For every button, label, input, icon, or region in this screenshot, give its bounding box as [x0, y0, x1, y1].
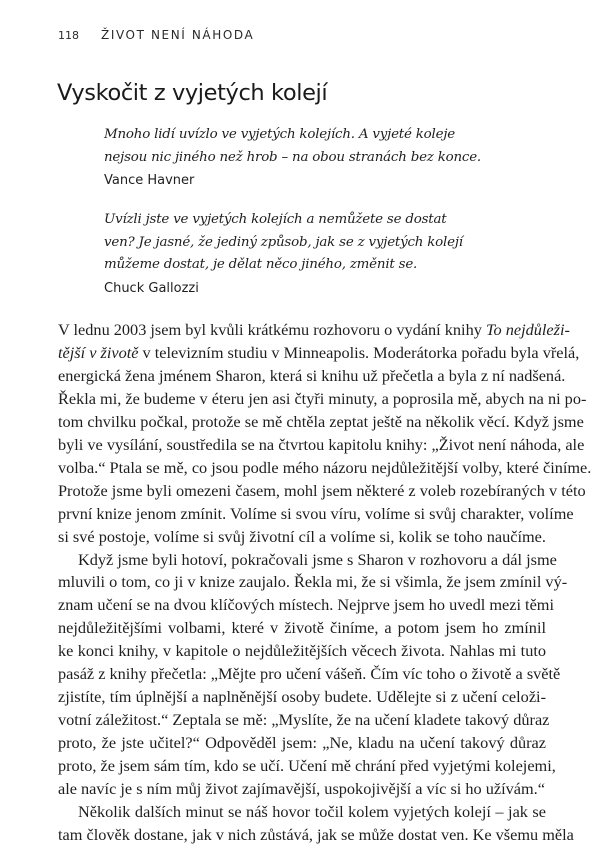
text-line: Protože jsme byli omezeni časem, mohl jsem některé z voleb rozebíraných v této — [58, 480, 586, 500]
text-line: proto, že jsem sám tím, kdo se učí. Učení mě chrání před vyjetými kolejemi, — [58, 756, 556, 776]
text-line — [58, 342, 580, 365]
text-line — [58, 319, 570, 342]
text-run: V lednu 2003 jsem byl kvůli krátkému rozhovoru o vydání knihy — [58, 320, 486, 339]
text-line: Několik dalších minut se náš hovor točil kolem vyjetých kolejí – jak se — [78, 802, 546, 822]
book-title-italic: To nejdůleži- — [485, 320, 570, 339]
page-number: 118 — [58, 29, 79, 42]
text-line: pasáž z knihy přečetla: „Mějte pro učení vášeň. Čím víc toho o životě a světě — [58, 664, 561, 684]
text-line: energická žena jménem Sharon, která si knihu už přečetla a byla z ní nadšená. — [58, 365, 566, 385]
book-title-italic: tější v životě — [58, 342, 139, 362]
text-line: votní záležitost.“ Zeptala se mě: „Myslíte, že na učení kladete takový důraz — [58, 710, 550, 730]
epigraph — [104, 209, 484, 300]
text-run: v televizním studiu v Minneapolis. Moderátorka pořadu byla vřelá, — [138, 342, 580, 362]
epigraph-quote — [104, 209, 484, 277]
text-line: první knize jenom zmínit. Volíme si svou víru, volíme si svůj charakter, volíme — [58, 503, 574, 523]
text-line: znam učení se na dvou klíčových místech. Nejprve jsem ho uvedl mezi těmi — [58, 595, 554, 615]
text-line: proto, že jste učitel?“ Odpověděl jsem: „Ne, kladu na učení takový důraz — [58, 733, 546, 753]
quote-line: Mnoho lidí uvízlo ve vyjetých kolejích. A vyjeté koleje — [104, 127, 456, 142]
paragraph — [58, 801, 574, 847]
text-line: ale navíc je s ním můj život zajímavější, uspokojivější a víc si ho užívám.“ — [58, 779, 545, 799]
quote-line: ven? Je jasné, že jediný způsob, jak se z vyjetých kolejí — [104, 234, 463, 250]
text-line: tam člověk dostane, jak v nich zůstává, jak se může dostat ven. Ke všemu měla — [58, 824, 574, 844]
epigraph-quote — [104, 124, 484, 169]
quote-line: můžeme dostat, je dělat něco jiného, změnit se. — [104, 257, 418, 273]
epigraph-author: Vance Havner — [104, 173, 195, 189]
quote-line: Uvízli jste ve vyjetých kolejích a nemůžete se dostat — [104, 212, 447, 227]
text-line: mluvili o tom, co ji v knize zaujalo. Řekla mi, že si všimla, že jsem zmínil vý- — [58, 572, 568, 592]
text-line: Řekla mi, že budeme v éteru jen asi čtyři minuty, a poprosila mě, abych na ni po- — [58, 388, 587, 408]
chapter-heading: Vyskočit z vyjetých kolejí — [57, 80, 328, 106]
text-line: tom chvilku počkal, protože se mě chtěla zeptat ještě na několik věcí. Když jsme — [58, 411, 584, 431]
epigraph — [104, 124, 484, 192]
epigraph-author: Chuck Gallozzi — [104, 280, 199, 296]
quote-line: nejsou nic jiného než hrob – na obou stranách bez konce. — [104, 149, 481, 165]
text-line: byli ve vysílání, soustředila se na čtvrtou kapitolu knihy: „Život není náhoda, ale — [58, 434, 585, 454]
paragraph — [58, 319, 592, 549]
text-line: nejdůležitějšími volbami, které v životě činíme, a potom jsem ho zmínil — [58, 618, 546, 638]
text-line: zjistíte, tím úplnější a naplněnější osoby budete. Udělejte si z učení celoži- — [58, 687, 546, 707]
text-line: si své postoje, volíme si svůj životní cíl a volíme si, kolik se toho naučíme. — [58, 526, 546, 546]
text-line: ke konci knihy, v kapitole o nejdůležitějších věcech života. Nahlas mi tuto — [58, 641, 546, 661]
paragraph — [58, 549, 568, 801]
running-head — [58, 28, 254, 42]
text-line: volba.“ Ptala se mě, co jsou podle mého názoru nejdůležitější volby, které činíme. — [58, 457, 592, 477]
book-title: ŽIVOT NENÍ NÁHODA — [101, 28, 255, 42]
text-line: Když jsme byli hotoví, pokračovali jsme s Sharon v rozhovoru a dál jsme — [78, 549, 557, 569]
body-text — [58, 319, 592, 847]
